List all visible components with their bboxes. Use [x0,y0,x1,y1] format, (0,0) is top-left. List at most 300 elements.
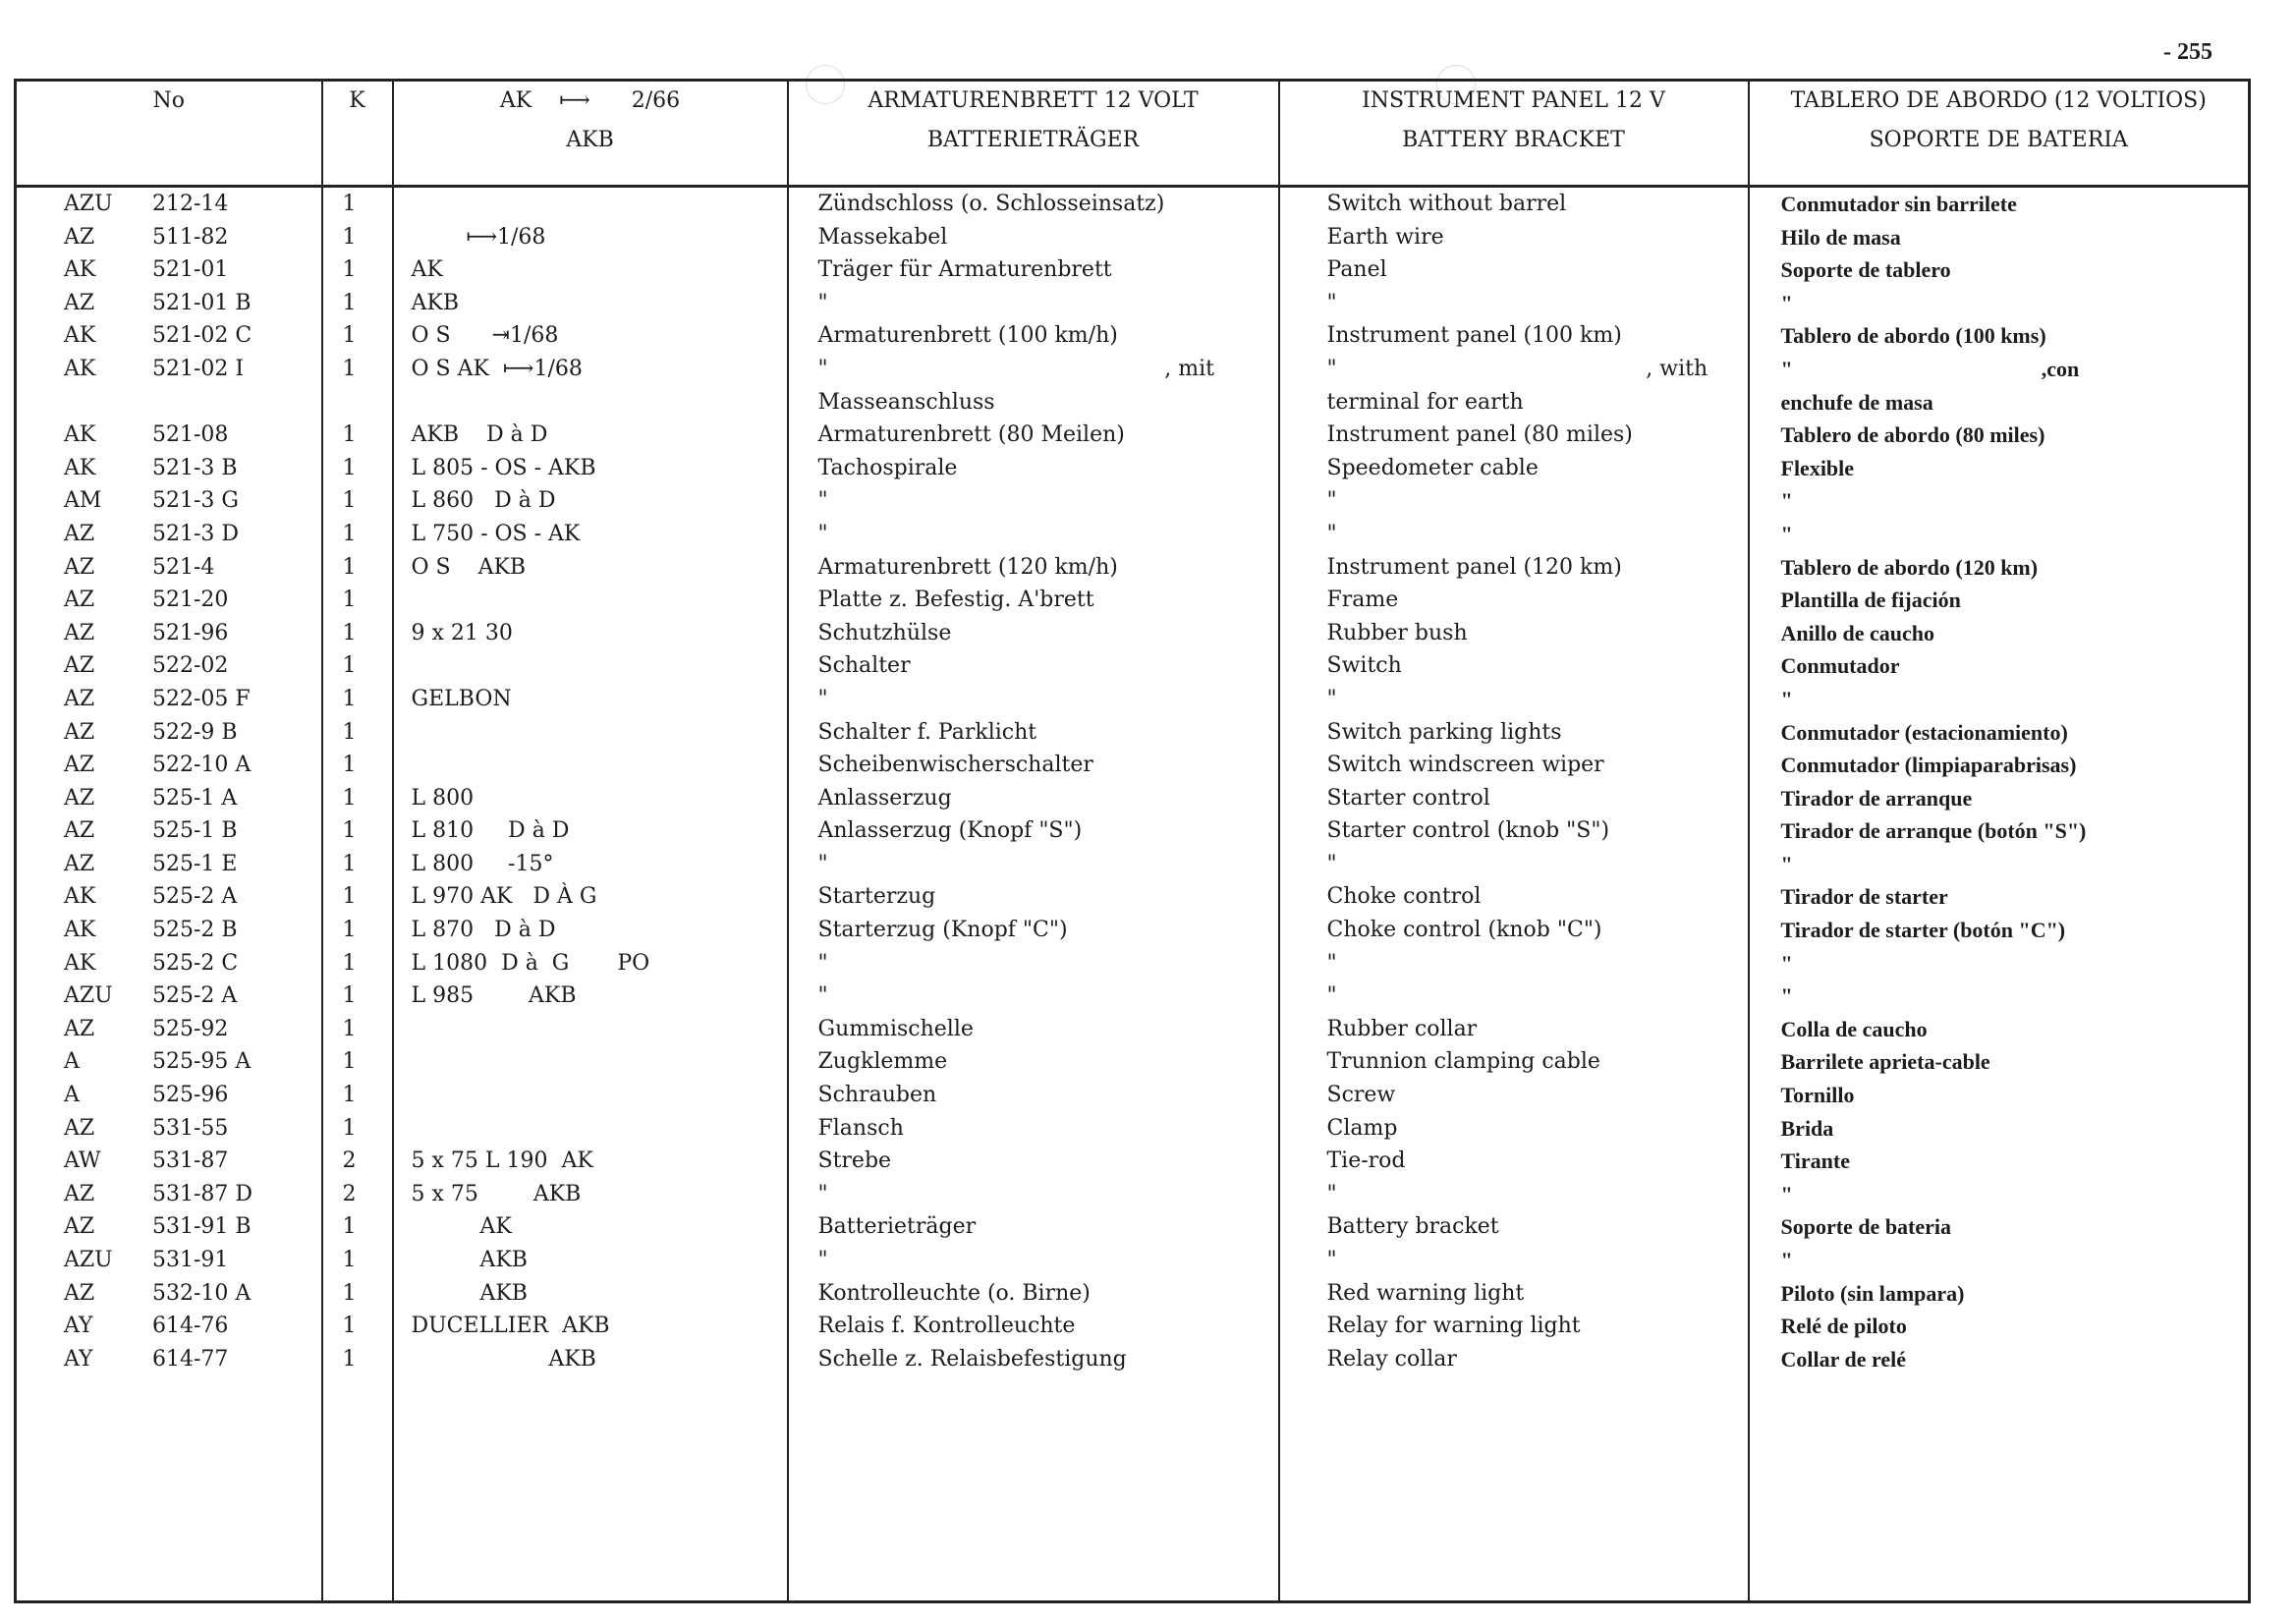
part-prefix: AZ [64,1181,95,1206]
table-cell [394,1079,787,1112]
table-cell: 1 [342,356,357,381]
table-cell: " [1326,950,1337,976]
table-cell: 1 [342,192,357,216]
part-prefix: AZ [64,785,95,811]
part-number [17,1013,321,1046]
table-cell: AKB [411,1248,528,1272]
table-cell: 1 [342,257,357,283]
table-cell: 9 x 21 30 [411,620,513,645]
part-code: 525-1 A [152,785,238,811]
part-code: 525-2 A [152,983,238,1009]
part-number [17,914,321,947]
table-cell: Tablero de abordo (120 km) [1780,554,2039,580]
table-cell: 1 [342,224,357,250]
table-cell: Collar de relé [1780,1346,1906,1372]
table-cell: Tachospirale [817,455,958,480]
table-cell: 1 [342,950,357,976]
part-prefix: AW [64,1148,101,1174]
table-cell: Starter control (knob "S") [1326,818,1610,844]
table-cell: 2 [342,1181,357,1206]
page-number: - 255 [2163,39,2212,65]
table-cell: Masseanschluss [817,389,995,415]
table-cell [394,749,787,782]
table-cell: Switch without barrel [1326,192,1567,216]
table-cell: AKB [411,1346,596,1372]
table-cell: L 800 -15° [411,851,554,876]
table-cell: O S AKB [411,554,527,580]
table-cell: Armaturenbrett (100 km/h) [817,323,1118,349]
part-prefix: AZ [64,753,95,778]
table-cell: Batterieträger [817,1214,977,1240]
part-prefix: AK [64,422,96,448]
table-cell: " [1780,983,1793,1009]
header-spanish: TABLERO DE ABORDO (12 VOLTIOS) SOPORTE DE BATERIA [1749,81,2250,187]
table-cell: Soporte de tablero [1780,257,1951,283]
part-number [17,1343,321,1376]
table-cell: " [1326,1181,1337,1206]
header-no: No [16,81,322,187]
table-cell [394,188,787,221]
part-prefix: AZ [64,521,95,546]
table-cell: 1 [342,1314,357,1339]
table-cell: Choke control [1326,884,1482,910]
table-cell: " [817,290,828,315]
table-cell: Schalter [817,653,911,679]
table-cell: 1 [342,785,357,811]
table-cell: 1 [342,1280,357,1306]
table-cell: " [1326,1248,1337,1272]
table-cell: " [817,1248,828,1272]
part-code: 525-1 B [152,818,238,844]
table-cell: Scheibenwischerschalter [817,753,1093,778]
table-cell: " [1326,290,1337,315]
column-quantity [322,187,393,1602]
part-prefix: AZU [64,983,113,1009]
table-cell: Massekabel [817,224,948,250]
table-cell: 1 [342,1346,357,1372]
column-english [1279,187,1749,1602]
table-cell: 1 [342,323,357,349]
part-number [17,1079,321,1112]
table-cell: 1 [342,719,357,745]
table-cell: Conmutador (estacionamiento) [1780,719,2068,745]
part-prefix: AK [64,323,96,349]
table-cell: Schelle z. Relaisbefestigung [817,1346,1127,1372]
table-cell: GELBON [411,686,512,711]
part-code: 614-77 [152,1346,229,1372]
table-cell [394,1112,787,1146]
table-cell: Tornillo [1780,1083,1855,1108]
table-cell: Träger für Armaturenbrett [817,257,1112,283]
part-code: 521-08 [152,422,229,448]
part-prefix: AZ [64,1214,95,1240]
part-prefix: AZ [64,686,95,711]
table-cell: Anlasserzug [817,785,952,811]
table-cell: Panel [1326,257,1387,283]
table-cell: Tie-rod [1326,1148,1406,1174]
part-number [17,253,321,287]
part-number [17,880,321,914]
part-prefix: AZ [64,1016,95,1041]
part-code: 522-05 F [152,686,251,711]
part-code: 531-55 [152,1115,229,1141]
header-ak: AK ⟼ 2/66 AKB [393,81,788,187]
part-number [17,518,321,551]
part-number [17,1244,321,1277]
part-code: 522-10 A [152,753,252,778]
part-code: 521-01 B [152,290,252,315]
part-number [17,1112,321,1146]
table-cell: 1 [342,455,357,480]
table-cell: Relé de piloto [1780,1314,1907,1339]
table-cell: L 970 AK D À G [411,884,597,910]
table-cell: 1 [342,686,357,711]
part-number [17,947,321,980]
table-cell: AK [411,1214,512,1240]
column-spanish [1749,187,2250,1602]
table-cell: Armaturenbrett (80 Meilen) [817,422,1125,448]
table-cell: " [1780,1248,1793,1272]
table-cell: " [1780,851,1793,876]
table-cell: L 870 D à D [411,918,556,943]
part-number [17,419,321,452]
header-k: K [322,81,393,187]
part-prefix: AZ [64,290,95,315]
table-cell: " , mit [817,356,1215,381]
part-prefix: AK [64,455,96,480]
table-cell: 1 [342,1016,357,1041]
table-cell: Tirador de arranque [1780,785,1973,811]
part-prefix: AK [64,884,96,910]
table-cell: O S AK ⟼1/68 [411,356,583,381]
table-cell [394,584,787,617]
part-prefix: AK [64,257,96,283]
part-number [17,980,321,1013]
part-prefix: AZ [64,620,95,645]
table-cell: Schrauben [817,1083,937,1108]
part-number [17,1310,321,1343]
part-prefix: AZU [64,192,113,216]
table-cell: L 805 - OS - AKB [411,455,596,480]
part-prefix: AM [64,488,102,514]
table-cell [394,649,787,683]
table-cell: Trunnion clamping cable [1326,1049,1600,1075]
table-cell: " [817,1181,828,1206]
table-cell: " [1780,290,1793,315]
part-code: 521-02 C [152,323,252,349]
table-cell: 1 [342,422,357,448]
part-number [17,551,321,585]
table-cell: Schutzhülse [817,620,952,645]
part-number [17,716,321,750]
table-cell: 2 [342,1148,357,1174]
table-cell: " [1780,950,1793,976]
table-cell: Colla de caucho [1780,1016,1928,1041]
part-number [17,814,321,848]
table-cell: Clamp [1326,1115,1398,1141]
part-number [17,1045,321,1079]
parts-table [14,79,2251,1603]
table-cell: " [1780,1181,1793,1206]
table-cell: Relay collar [1326,1346,1457,1372]
table-cell: Tablero de abordo (80 miles) [1780,422,2045,448]
part-number [17,386,321,420]
table-cell: Battery bracket [1326,1214,1499,1240]
table-cell: Screw [1326,1083,1396,1108]
table-cell: " [817,950,828,976]
table-cell: Starterzug [817,884,936,910]
part-number [17,584,321,617]
part-prefix: AZ [64,224,95,250]
table-cell: 1 [342,521,357,546]
part-prefix: AZ [64,653,95,679]
part-prefix: AZ [64,719,95,745]
part-code: 532-10 A [152,1280,252,1306]
table-cell: 1 [342,653,357,679]
part-code: 525-95 A [152,1049,252,1075]
table-cell: Earth wire [1326,224,1444,250]
table-cell: Hilo de masa [1780,224,1901,250]
table-cell: 1 [342,818,357,844]
table-cell: Tirante [1780,1148,1850,1174]
part-prefix: AZ [64,1280,95,1306]
part-prefix: A [64,1083,80,1108]
table-cell: " [817,851,828,876]
table-cell: 1 [342,1248,357,1272]
table-cell: " [1326,686,1337,711]
table-cell: Tablero de abordo (100 kms) [1780,323,2046,349]
table-cell: Tirador de starter (botón "C") [1780,918,2066,943]
table-cell: Choke control (knob "C") [1326,918,1602,943]
part-prefix: AK [64,918,96,943]
table-cell: " [817,686,828,711]
part-code: 521-3 B [152,455,238,480]
part-number [17,188,321,221]
part-code: 522-9 B [152,719,238,745]
table-cell: L 750 - OS - AK [411,521,581,546]
arrow-icon: ⟼ [559,88,590,113]
table-cell: " ,con [1780,356,2080,381]
table-cell: Soporte de bateria [1780,1214,1952,1240]
table-cell [394,716,787,750]
table-cell: Tirador de arranque (botón "S") [1780,818,2087,844]
table-cell: 5 x 75 L 190 AK [411,1148,593,1174]
table-cell: 1 [342,554,357,580]
table-cell: Barrilete aprieta-cable [1780,1049,1990,1075]
table-cell: " [817,488,828,514]
table-cell: 1 [342,918,357,943]
table-cell: 1 [342,1115,357,1141]
table-cell: 1 [342,620,357,645]
table-cell: terminal for earth [1326,389,1524,415]
table-cell: 1 [342,983,357,1009]
table-cell: 1 [342,753,357,778]
column-part-number [16,187,322,1602]
table-cell [394,1013,787,1046]
table-cell: Relais f. Kontrolleuchte [817,1314,1076,1339]
table-cell: Zündschloss (o. Schlosseinsatz) [817,192,1165,216]
part-code: 614-76 [152,1314,229,1339]
table-cell: AKB [411,1280,528,1306]
table-cell: Flansch [817,1115,904,1141]
table-cell: 5 x 75 AKB [411,1181,582,1206]
table-cell: " [1326,488,1337,514]
table-cell: Flexible [1780,455,1855,480]
header-english: INSTRUMENT PANEL 12 V BATTERY BRACKET [1279,81,1749,187]
table-cell: AKB [411,290,459,315]
table-cell: Conmutador (limpiaparabrisas) [1780,753,2077,778]
part-prefix: AZ [64,851,95,876]
table-cell: Relay for warning light [1326,1314,1581,1339]
part-code: 531-91 [152,1248,229,1272]
table-cell: Rubber bush [1326,620,1468,645]
table-cell: AK [411,257,443,283]
table-cell [323,386,392,420]
part-code: 525-2 C [152,950,239,976]
part-number [17,782,321,815]
table-cell: Switch [1326,653,1402,679]
table-cell: Instrument panel (80 miles) [1326,422,1633,448]
part-number [17,1178,321,1211]
table-cell: Rubber collar [1326,1016,1478,1041]
part-number [17,1210,321,1244]
part-number [17,221,321,254]
table-cell: L 1080 D à G PO [411,950,650,976]
part-prefix: AK [64,950,96,976]
table-cell: AKB D à D [411,422,548,448]
table-cell: Switch windscreen wiper [1326,753,1604,778]
part-prefix: AZ [64,1115,95,1141]
part-number [17,848,321,881]
part-code: 521-20 [152,588,229,613]
column-application [393,187,788,1602]
part-code: 531-87 [152,1148,229,1174]
table-cell: Instrument panel (120 km) [1326,554,1622,580]
table-cell: L 800 [411,785,475,811]
table-cell: Kontrolleuchte (o. Birne) [817,1280,1091,1306]
part-code: 525-2 B [152,918,238,943]
table-cell: Platte z. Befestig. A'brett [817,588,1094,613]
part-prefix: A [64,1049,80,1075]
part-code: 521-3 D [152,521,240,546]
part-code: 525-1 E [152,851,238,876]
part-number [17,452,321,485]
part-number [17,287,321,320]
column-german [788,187,1279,1602]
table-cell: L 860 D à D [411,488,556,514]
table-cell: Instrument panel (100 km) [1326,323,1622,349]
part-prefix: AZ [64,818,95,844]
part-prefix: AZU [64,1248,113,1272]
table-cell: " [817,983,828,1009]
table-cell: Strebe [817,1148,892,1174]
table-cell: 1 [342,290,357,315]
table-cell: Speedometer cable [1326,455,1539,480]
part-prefix: AY [64,1314,93,1339]
part-number [17,353,321,386]
part-number [17,1277,321,1311]
part-code: 521-96 [152,620,229,645]
table-cell: O S ⇥1/68 [411,323,559,349]
table-cell: Red warning light [1326,1280,1525,1306]
table-cell: Zugklemme [817,1049,948,1075]
part-code: 525-96 [152,1083,229,1108]
table-cell: Starter control [1326,785,1490,811]
table-cell [394,1045,787,1079]
part-number [17,617,321,650]
part-prefix: AK [64,356,96,381]
table-cell: " [1780,488,1793,514]
table-cell: Tirador de starter [1780,884,1948,910]
part-number [17,1145,321,1178]
table-cell: L 985 AKB [411,983,577,1009]
part-number [17,749,321,782]
table-cell: Plantilla de fijación [1780,588,1961,613]
table-cell: Gummischelle [817,1016,974,1041]
table-cell: Starterzug (Knopf "C") [817,918,1068,943]
table-cell: " [817,521,828,546]
part-code: 521-01 [152,257,229,283]
part-code: 531-91 B [152,1214,252,1240]
table-cell: Anillo de caucho [1780,620,1934,645]
table-cell [394,386,787,420]
table-cell: " [1326,851,1337,876]
table-cell: " [1780,686,1793,711]
table-cell: ⟼1/68 [411,224,546,250]
part-number [17,683,321,716]
table-cell: " [1326,521,1337,546]
table-cell: L 810 D à D [411,818,570,844]
part-code: 521-4 [152,554,215,580]
table-cell: " , with [1326,356,1708,381]
part-code: 525-92 [152,1016,229,1041]
table-cell: 1 [342,1083,357,1108]
table-cell: 1 [342,488,357,514]
table-cell: Conmutador [1780,653,1900,679]
table-cell: Anlasserzug (Knopf "S") [817,818,1083,844]
table-cell: 1 [342,1049,357,1075]
table-cell: 1 [342,588,357,613]
table-cell: enchufe de masa [1780,389,1933,415]
table-cell: Brida [1780,1115,1834,1141]
part-number [17,649,321,683]
part-number [17,484,321,518]
table-cell: Switch parking lights [1326,719,1562,745]
part-code: 521-02 I [152,356,245,381]
table-cell: 1 [342,884,357,910]
part-number [17,319,321,353]
table-cell: Piloto (sin lampara) [1780,1280,1965,1306]
part-code: 531-87 D [152,1181,253,1206]
part-code: 511-82 [152,224,229,250]
part-prefix: AZ [64,588,95,613]
table-cell: Schalter f. Parklicht [817,719,1037,745]
part-code: 521-3 G [152,488,239,514]
part-prefix: AY [64,1346,93,1372]
table-cell: DUCELLIER AKB [411,1314,610,1339]
table-cell: Armaturenbrett (120 km/h) [817,554,1118,580]
table-cell: Frame [1326,588,1399,613]
table-cell: 1 [342,851,357,876]
table-cell: " [1326,983,1337,1009]
part-code: 525-2 A [152,884,238,910]
part-code: 212-14 [152,192,229,216]
header-german: ARMATURENBRETT 12 VOLT BATTERIETRÄGER [788,81,1279,187]
part-code: 522-02 [152,653,229,679]
table-cell: Conmutador sin barrilete [1780,192,2017,216]
part-prefix: AZ [64,554,95,580]
table-cell: " [1780,521,1793,546]
